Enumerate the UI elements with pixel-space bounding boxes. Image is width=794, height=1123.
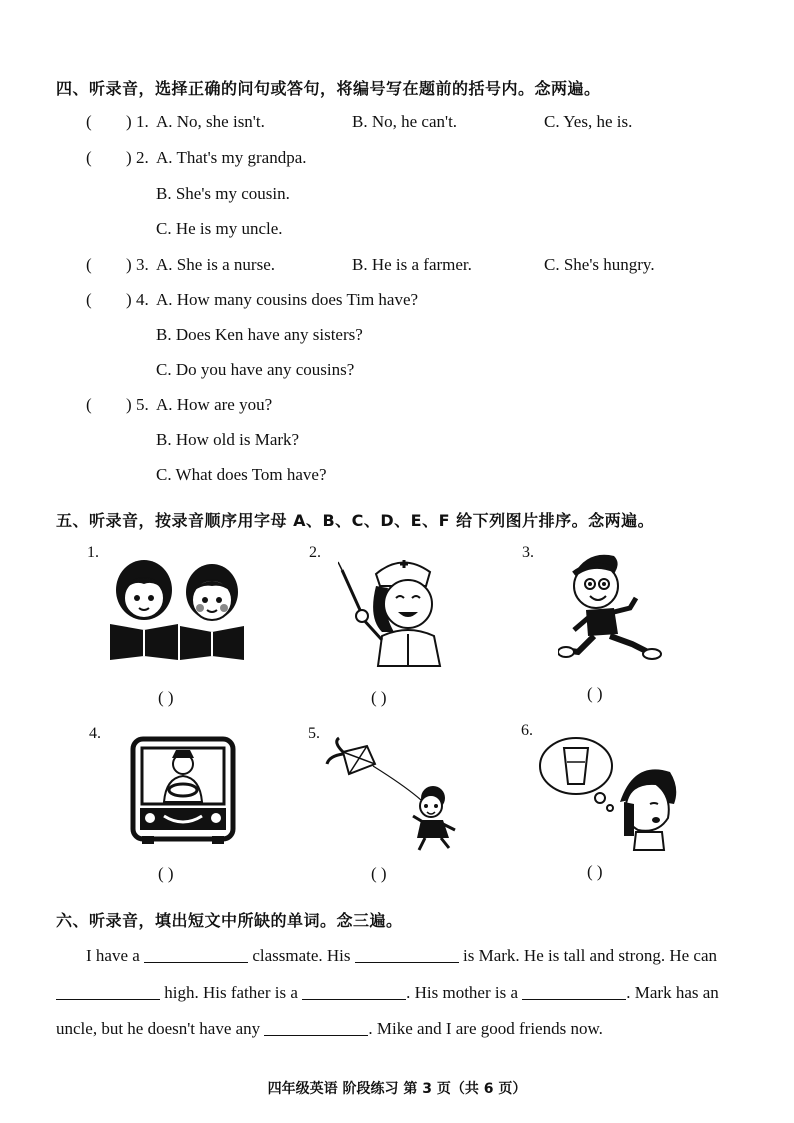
option-b: B. She's my cousin.	[156, 184, 290, 203]
option-b: B. He is a farmer.	[352, 255, 472, 274]
question-number: 2.	[136, 148, 149, 167]
option-a: A. How are you?	[156, 395, 273, 414]
answer-paren-close: )	[126, 290, 132, 309]
answer-paren-open[interactable]: (	[86, 148, 92, 167]
fill-blank-1[interactable]	[144, 944, 248, 963]
picture-3-number: 3.	[522, 544, 534, 561]
boy-running-icon	[558, 548, 662, 668]
two-girls-reading-icon	[104, 556, 254, 664]
picture-2-number: 2.	[309, 544, 321, 561]
question-3-row	[86, 255, 726, 279]
page-footer: 四年级英语 阶段练习 第 3 页（共 6 页）	[267, 1081, 527, 1097]
passage-text: high. His father is a	[164, 983, 298, 1002]
answer-paren-open[interactable]: (	[86, 290, 92, 309]
bus-driver-icon	[130, 736, 236, 846]
option-a: A. She is a nurse.	[156, 255, 275, 274]
option-b: B. How old is Mark?	[156, 430, 300, 449]
girl-flying-kite-icon	[325, 736, 465, 854]
picture-1-answer-blank[interactable]: ( )	[158, 688, 174, 707]
question-2-row	[86, 148, 726, 172]
fill-blank-6[interactable]	[264, 1017, 368, 1036]
option-c: C. He is my uncle.	[156, 219, 283, 238]
passage-text: classmate. His	[252, 946, 351, 965]
section-5-title: 五、听录音，按录音顺序用字母 A、B、C、D、E、F 给下列图片排序。念两遍。	[56, 511, 655, 530]
passage-line-3	[56, 1017, 746, 1039]
answer-paren-open[interactable]: (	[86, 255, 92, 274]
fill-blank-2[interactable]	[355, 944, 459, 963]
passage-line-1	[86, 944, 746, 966]
option-c: C. Do you have any cousins?	[156, 360, 355, 379]
picture-1-number: 1.	[87, 544, 99, 561]
answer-paren-close: )	[126, 148, 132, 167]
fill-blank-5[interactable]	[522, 981, 626, 1000]
section-6-title: 六、听录音，填出短文中所缺的单词。念三遍。	[56, 911, 403, 930]
passage-text: . His mother is a	[406, 983, 519, 1002]
question-number: 1.	[136, 112, 149, 131]
picture-4-answer-blank[interactable]: ( )	[158, 864, 174, 883]
question-4-row	[86, 290, 726, 314]
picture-3-answer-blank[interactable]: ( )	[587, 684, 603, 703]
nurse-with-syringe-icon	[338, 548, 458, 668]
option-b: B. Does Ken have any sisters?	[156, 325, 363, 344]
option-c: C. She's hungry.	[544, 255, 655, 274]
picture-5-answer-blank[interactable]: ( )	[371, 864, 387, 883]
answer-paren-close: )	[126, 112, 132, 131]
picture-6-answer-blank[interactable]: ( )	[587, 862, 603, 881]
answer-paren-close: )	[126, 395, 132, 414]
passage-text: . Mark has an	[626, 983, 719, 1002]
passage-text: uncle, but he doesn't have any	[56, 1019, 261, 1038]
picture-6-number: 6.	[521, 722, 533, 739]
passage-text: I have a	[86, 946, 140, 965]
question-number: 5.	[136, 395, 149, 414]
picture-5-number: 5.	[308, 725, 320, 742]
option-b: B. No, he can't.	[352, 112, 458, 131]
option-a: A. That's my grandpa.	[156, 148, 307, 167]
passage-text: . Mike and I are good friends now.	[368, 1019, 603, 1038]
fill-blank-4[interactable]	[302, 981, 406, 1000]
option-a: A. No, she isn't.	[156, 112, 265, 131]
answer-paren-close: )	[126, 255, 132, 274]
option-c: C. What does Tom have?	[156, 465, 327, 484]
fill-blank-3[interactable]	[56, 981, 160, 1000]
passage-text: is Mark. He is tall and strong. He can	[463, 946, 718, 965]
question-1-row	[86, 112, 726, 136]
question-number: 4.	[136, 290, 149, 309]
question-number: 3.	[136, 255, 149, 274]
option-c: C. Yes, he is.	[544, 112, 633, 131]
thirsty-girl-icon	[538, 732, 684, 852]
picture-4-number: 4.	[89, 725, 101, 742]
passage-line-2	[56, 981, 746, 1003]
picture-2-answer-blank[interactable]: ( )	[371, 688, 387, 707]
option-a: A. How many cousins does Tim have?	[156, 290, 419, 309]
question-5-row	[86, 395, 726, 419]
answer-paren-open[interactable]: (	[86, 395, 92, 414]
answer-paren-open[interactable]: (	[86, 112, 92, 131]
section-4-title: 四、听录音，选择正确的问句或答句，将编号写在题前的括号内。念两遍。	[56, 79, 601, 98]
